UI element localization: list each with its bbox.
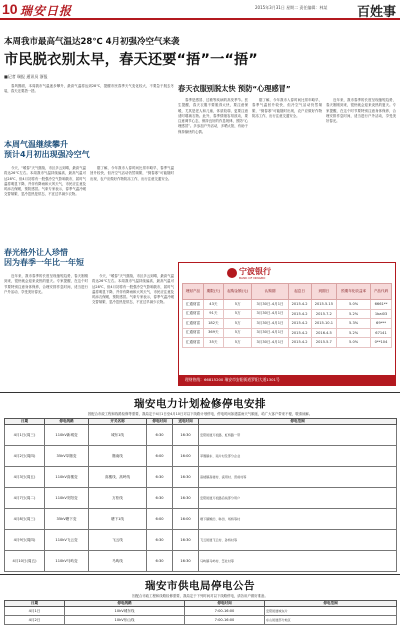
lead-byline: ■记者 瑞报 通讯员 浙报	[4, 74, 48, 79]
outage-intro: 因配合市政工程和线路检修等需要，我局定于4月1日至4月10日对以下线路计划停电，停电时间如遇雷雨天气顺延，给广大客户带来不便，敬请谅解。	[87, 412, 313, 416]
outage-table-cell: 110kV新城变	[45, 425, 89, 446]
bank-logo-icon	[227, 268, 237, 278]
bank-header-cell: 起息日	[288, 284, 311, 300]
bank-table-cell: 汇通财富	[183, 300, 204, 310]
outage-table-cell: 万松线	[89, 488, 147, 509]
bank-header-cell: 起购金额(元)	[223, 284, 252, 300]
bank-table-header	[183, 284, 392, 300]
outage-table-cell: 4月2日(周四)	[5, 446, 45, 467]
outage-table-row	[5, 425, 397, 446]
bank-table-cell: 汇通财富	[183, 328, 204, 338]
bank-table-cell: 2015.4.2	[288, 338, 311, 348]
outage-table-cell: 6:30	[147, 530, 173, 551]
article-right-1: 春季是感冒、过敏等疾病的高发季节。医生提醒，春天衣服不要脱得太快，要注意保暖，尤其是老人和儿童，体质较弱，更要注意适时增减衣物。此外，春季情绪容易波动，要注意调节心态，保持良好的作息规律，预防“心理感冒”。多参加户外活动，多晒太阳，有助于保持愉快的心情。	[178, 98, 248, 134]
bank-table-cell: 2015.4.2	[288, 328, 311, 338]
outage-table-cell: 16:00	[173, 446, 199, 467]
outage-table-cell: 高楼线、高岭线	[89, 467, 147, 488]
bank-table-cell: 2015.5.15	[311, 300, 337, 310]
bank-table-row	[183, 300, 392, 310]
bank-table-cell: 2015.4.2	[288, 319, 311, 329]
article-col-2: 据了解，今年我市入春时间比常年略早，春季气温回升较快，但冷空气活动仍然频繁，“倒春寒”可能随时出现，农户应做好作物防冻工作，出行注意交通安全。	[90, 166, 174, 181]
outage-table-cell: 16:30	[173, 467, 199, 488]
bank-table-cell: 5.2%	[337, 309, 371, 319]
subhead-2: 春光格外让人珍惜 因为春季一年比一年短	[4, 248, 84, 267]
bank-table-cell: 5万	[223, 338, 252, 348]
notice-table-cell: 4月1日	[5, 607, 65, 616]
outage-table-cell: 6:30	[147, 425, 173, 446]
outage-table-row	[5, 446, 397, 467]
bank-table-cell: 5万	[223, 328, 252, 338]
notice-header-cell: 停电线路	[65, 601, 185, 607]
bank-header-cell: 预期年化收益率	[337, 284, 371, 300]
bank-table-cell: 5.2%	[337, 328, 371, 338]
notice-title: 瑞安市供电局停电公告	[145, 580, 255, 592]
bank-table-cell: 5万	[223, 319, 252, 329]
outage-header-cell: 送电时间	[173, 419, 199, 425]
article-col-1: 今天，“暖春”天气继续，市区多云到晴，最高气温将达26℃左右。本周我市气温持续偏高，最高气温可达28℃，但4月初将有一股强冷空气影响我市，届时气温将明显下降，并伴有降雨和大风天气，市民应注意及时添衣保暖，预防感冒。气象专家表示，春季气温冷暖交替频繁，忽冷忽热是常态，不宜过早减少衣物。	[4, 166, 86, 197]
article-col-3: 近年来，我市春季的长度呈现缩短趋势，春天刚刚到来，很快就会迎来炎热的夏天。专家提醒，在这个时节要特别注意身体保养，合理安排作息时间，适当进行户外活动，享受美好春光。	[4, 274, 88, 294]
outage-table-cell: 安阳街道万松路、虹桥路一带	[199, 425, 397, 446]
notice-table-cell: 安阳街道城东片	[265, 607, 397, 616]
masthead	[0, 0, 400, 20]
bank-table-cell: 69***	[371, 319, 392, 329]
page-number: 10	[2, 1, 18, 17]
bank-table-cell: 2015.4.2	[288, 309, 311, 319]
bank-table-cell: 2015.10.1	[311, 319, 337, 329]
bank-table-cell: 182天	[203, 319, 223, 329]
newspaper-logo: 瑞安日报	[20, 4, 73, 18]
outage-table-row	[5, 467, 397, 488]
bank-table-cell: 3月30日-4月1日	[252, 300, 288, 310]
outage-table-cell: 城东1线	[89, 425, 147, 446]
notice-header-cell: 日期	[5, 601, 65, 607]
bank-table-cell: 1bai03	[371, 309, 392, 319]
bank-header-cell: 产品代码	[371, 284, 392, 300]
notice-table	[4, 600, 397, 625]
bank-table-cell: 2016.4.5	[311, 328, 337, 338]
bank-table-row	[183, 319, 392, 329]
outage-table-cell: 飞云线	[89, 530, 147, 551]
bank-table-cell: 3月30日-4月1日	[252, 309, 288, 319]
bank-advertisement	[178, 262, 396, 386]
section-divider	[0, 392, 400, 393]
outage-title: 瑞安电力计划检修停电安排	[134, 398, 266, 410]
outage-table-cell: 16:30	[173, 425, 199, 446]
outage-table-cell: 高楼镇高楼村、溪坦村、营前村等	[199, 467, 397, 488]
outage-table-cell: 6:30	[147, 551, 173, 572]
notice-table-cell: 10kV城东线	[65, 607, 185, 616]
bank-table-cell: 5.0%	[337, 300, 371, 310]
bank-table-cell: 5万	[223, 309, 252, 319]
outage-table-cell: 16:30	[173, 551, 199, 572]
section-title: 百姓事	[356, 5, 396, 20]
outage-table-cell: 16:30	[173, 530, 199, 551]
outage-table-cell: 4月9日(周四)	[5, 530, 45, 551]
outage-header-cell: 停电范围	[199, 419, 397, 425]
bank-english-name: BANK OF NINGBO	[239, 276, 266, 280]
article-col-4: 今天，“暖春”天气继续，市区多云到晴，最高气温将达26℃左右。本周我市气温持续偏高，最高气温可达28℃，但4月初将有一股强冷空气影响我市，届时气温将明显下降，并伴有降雨和大风天气，市民应注意及时添衣保暖，预防感冒。气象专家表示，春季气温冷暖交替频繁，忽冷忽热是常态，不宜过早减少衣物。	[92, 274, 174, 305]
bank-table-cell: 2015.5.7	[311, 338, 337, 348]
outage-table-cell: 6:00	[147, 509, 173, 530]
notice-table-cell: 4月2日	[5, 616, 65, 625]
outage-table-cell: 4月7日(周二)	[5, 488, 45, 509]
bank-name: 宁波银行	[239, 267, 271, 276]
outage-header-cell: 日期	[5, 419, 45, 425]
bank-table-cell: 43天	[203, 300, 223, 310]
notice-table-cell: 7:00-16:00	[185, 607, 265, 616]
notice-table-cell: 东山街道部分地区	[265, 616, 397, 625]
bank-table-cell: 369天	[203, 328, 223, 338]
article-right-3: 近年来，我市春季的长度呈现缩短趋势，春天刚刚到来，很快就会迎来炎热的夏天。专家提醒，在这个时节要特别注意身体保养，合理安排作息时间，适当进行户外活动，享受美好春光。	[326, 98, 396, 124]
bank-table-row	[183, 338, 392, 348]
outage-table-cell: 莘塍镇东、南片村及部分企业	[199, 446, 397, 467]
bank-table-cell: 6661**	[371, 300, 392, 310]
outage-table-cell: 4月8日(周三)	[5, 509, 45, 530]
outage-table-cell: 4月1日(周三)	[5, 425, 45, 446]
outage-table-cell: 110kV马屿变	[45, 551, 89, 572]
outage-table-cell: 马屿线	[89, 551, 147, 572]
outage-table-cell: 110kV飞云变	[45, 530, 89, 551]
outage-table-cell: 塍南线	[89, 446, 147, 467]
section-divider	[0, 574, 400, 575]
bank-table-cell: 2015.4.2	[288, 300, 311, 310]
subhead-1: 本周气温继续攀升 预计4月初出现强冷空气	[4, 140, 90, 159]
outage-header-cell: 开关名称	[89, 419, 147, 425]
outage-table-cell: 110kV高楼变	[45, 467, 89, 488]
outage-table-cell: 16:00	[173, 509, 199, 530]
outage-table-cell: 4月10日(周五)	[5, 551, 45, 572]
outage-table-cell: 马屿镇马屿村、篁社村等	[199, 551, 397, 572]
outage-table-row	[5, 488, 397, 509]
outage-table-cell: 安阳街道万松路沿线部分用户	[199, 488, 397, 509]
notice-header-cell: 停电时间	[185, 601, 265, 607]
notice-intro: 因配合市政工程和线路检修需要，我局定于下列时间对以下线路停电，请各用户做好准备。	[132, 594, 268, 598]
bank-table-cell: 3月30日-4月1日	[252, 338, 288, 348]
bank-table-row	[183, 328, 392, 338]
outage-table-cell: 35kV塘下变	[45, 509, 89, 530]
bank-table-cell: 5.0%	[337, 338, 371, 348]
article-intro: 春风拂面，本周我市气温逐步攀升，最高气温将达到28℃，提醒市民春季天气变化较大，不要急于脱去冬装，春天还要捂一捂。	[4, 84, 174, 94]
bank-table-cell: 汇通财富	[183, 338, 204, 348]
bank-header-cell: 认购期	[252, 284, 288, 300]
bank-header-cell: 到期日	[311, 284, 337, 300]
outage-table-cell: 110kV安阳变	[45, 488, 89, 509]
bank-table-cell: 5万	[223, 300, 252, 310]
bank-hotline: 理财热线：66815200 瑞安市安阳街道罗阳大道1301号	[179, 375, 395, 385]
outage-table-cell: 4月3日(周五)	[5, 467, 45, 488]
bank-table-cell: 3月30日-4月1日	[252, 319, 288, 329]
outage-table-cell: 塘下镇鲍田、韩田、场桥等村	[199, 509, 397, 530]
issue-info: 2015年3月31日 星期二 责任编辑：林某	[255, 5, 328, 10]
notice-table-row	[5, 607, 397, 616]
outage-table-cell: 塘下1线	[89, 509, 147, 530]
bank-product-table	[182, 283, 392, 348]
outage-table-cell: 6:30	[147, 467, 173, 488]
outage-header-cell: 停电线路	[45, 419, 89, 425]
bank-table-cell: 0**104	[371, 338, 392, 348]
bank-table-cell: 汇通财富	[183, 309, 204, 319]
notice-table-row	[5, 616, 397, 625]
outage-table-row	[5, 551, 397, 572]
notice-table-cell: 7:00-16:00	[185, 616, 265, 625]
lead-kicker: 本周我市最高气温达28℃ 4月初强冷空气来袭	[4, 37, 180, 47]
bank-table-cell: 2015.7.2	[311, 309, 337, 319]
outage-table-cell: 35kV莘塍变	[45, 446, 89, 467]
bank-table-cell: 5.3%	[337, 319, 371, 329]
outage-table	[4, 418, 397, 572]
bank-table-cell: 91天	[203, 309, 223, 319]
notice-table-cell: 10kV东山线	[65, 616, 185, 625]
subhead-3: 春天衣服别脱太快 预防“心理感冒”	[178, 84, 291, 93]
outage-table-cell: 6:30	[147, 488, 173, 509]
bank-table-cell: 3月30日-4月1日	[252, 328, 288, 338]
bank-table-cell: 35天	[203, 338, 223, 348]
outage-header-cell: 停电时间	[147, 419, 173, 425]
bank-header-cell: 理财产品	[183, 284, 204, 300]
bank-table-cell: 67141	[371, 328, 392, 338]
notice-header-cell: 停电范围	[265, 601, 397, 607]
outage-table-row	[5, 509, 397, 530]
article-right-2: 据了解，今年我市入春时间比常年略早，春季气温回升较快，但冷空气活动仍然频繁，“倒春寒”可能随时出现，农户应做好作物防冻工作，出行注意交通安全。	[252, 98, 322, 118]
bank-table-row	[183, 309, 392, 319]
outage-table-row	[5, 530, 397, 551]
outage-table-cell: 6:00	[147, 446, 173, 467]
lead-headline: 市民脱衣别太早，春天还要“捂”一“捂”	[4, 52, 258, 68]
outage-table-cell: 16:30	[173, 488, 199, 509]
bank-header-cell: 期限(天)	[203, 284, 223, 300]
bank-table-cell: 汇通财富	[183, 319, 204, 329]
outage-table-cell: 飞云街道飞云村、孙桥村等	[199, 530, 397, 551]
